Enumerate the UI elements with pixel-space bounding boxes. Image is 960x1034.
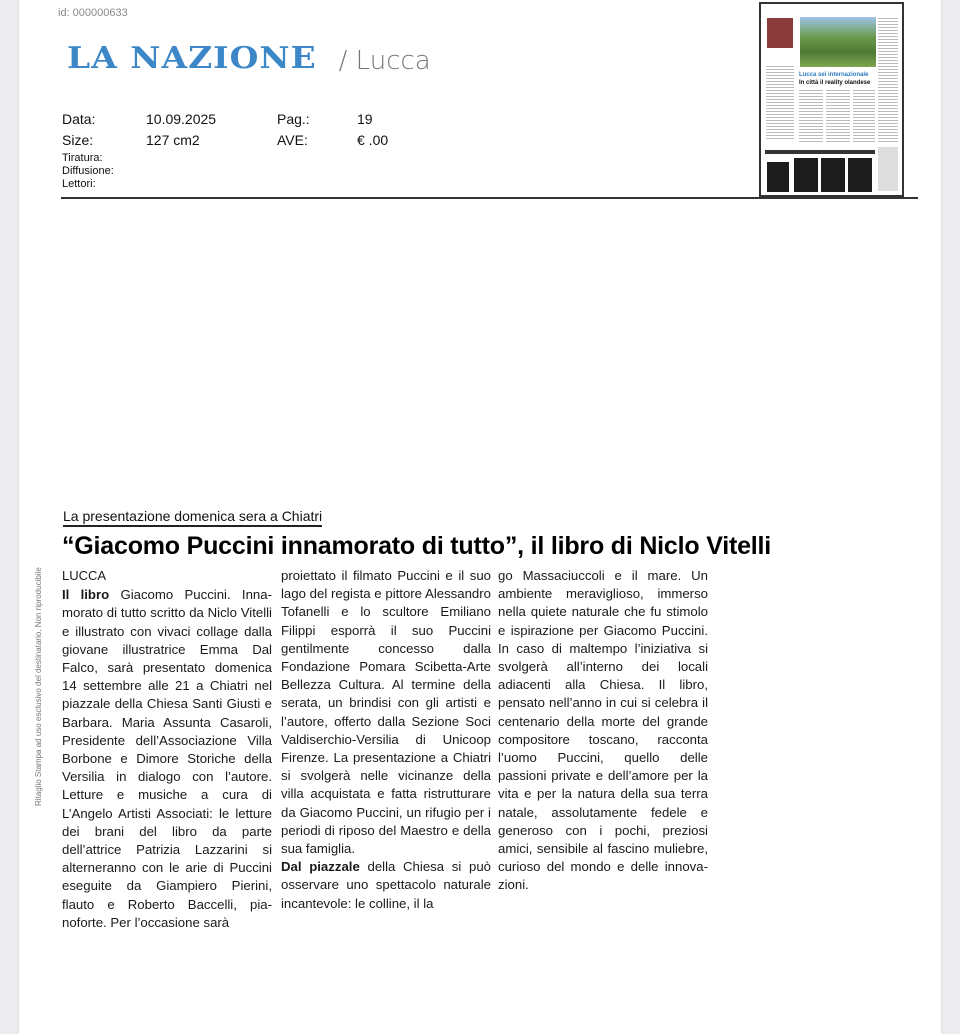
- thumbnail-article-band: [765, 150, 875, 154]
- column-2-text-after: della Chiesa si può osservare uno spettacolo naturale incantevole: le colline, il la: [281, 859, 491, 911]
- page-value: 19: [357, 110, 373, 127]
- column-2-text: proiettato il filmato Puccini e il suo lago del regista e pittore Alessandro Tofanelli e lo scultore Emiliano Filippi esporrà il suo Puccini gentilmente concesso dalla Fondazione Pomara Scibetta-Arte Bellezza Cultura. Al termine della serata, un brindisi con gli artisti e l’autore, offerto dalla Sezione Soci Valdiserchio-Versilia di Unicoop Firenze. La presentazione a Chiatri si svolgerà nelle vicinanze della villa acquistata e fatta ristrutturare da Giacomo Puccini, un rifugio per i periodi di riposo del Maestro e della sua famiglia.: [281, 568, 491, 857]
- lead-bold: Il libro: [62, 587, 110, 603]
- diffusione-label: Diffusione:: [62, 165, 114, 177]
- thumbnail-dark-column: [794, 158, 818, 192]
- thumbnail-text-column: [766, 66, 794, 141]
- thumbnail-text-column: [799, 90, 823, 142]
- page-label: Pag.:: [277, 110, 310, 127]
- header-divider: [61, 197, 918, 199]
- thumbnail-text-column: [853, 90, 875, 142]
- article-column-1: [62, 567, 272, 932]
- thumbnail-small-photo: [767, 18, 793, 48]
- thumbnail-text-column: [826, 90, 850, 142]
- ave-value: € .00: [357, 131, 389, 148]
- thumbnail-text-column: [878, 18, 898, 143]
- date-value: 10.09.2025: [146, 110, 217, 127]
- article-column-2: [281, 567, 491, 913]
- article-column-3: [498, 567, 708, 895]
- edition-label: / Lucca: [338, 46, 431, 76]
- subhead-bold: Dal piazzale: [281, 859, 360, 875]
- ave-label: AVE:: [277, 131, 308, 148]
- article-dateline: LUCCA: [62, 568, 107, 583]
- article-headline: “Giacomo Puccini innamorato di tutto”, il libro di Niclo Vitelli: [62, 532, 772, 560]
- page-thumbnail[interactable]: [759, 2, 904, 197]
- thumbnail-dark-column: [821, 158, 845, 192]
- thumbnail-dark-column: [767, 162, 789, 192]
- copyright-note: Ritaglio Stampa ad uso esclusivo del destinatario, Non riproducibile: [34, 567, 43, 806]
- tiratura-label: Tiratura:: [62, 152, 103, 164]
- document-id: id: 000000633: [58, 7, 128, 19]
- thumbnail-headline: Lucca sei internazionale: [799, 72, 869, 78]
- clipping-metadata: [62, 108, 388, 191]
- thumbnail-sidebar: [878, 147, 898, 191]
- thumbnail-main-photo: [800, 17, 876, 67]
- column-1-text: Giacomo Puccini. Innamorato di tutto scritto da Niclo Vitelli e illustrato con vivaci collage dalla giovane illustratrice Emma Dal Falco, sarà presentato domenica 14 settembre alle 21 a Chiatri nel piazzale della Chiesa Santi Giusti e Barbara. Maria Assunta Casaroli, Presidente dell’Associazione Villa Borbone e Dimore Storiche della Versilia in dialogo con l’autore. Letture e musiche a cura di L’Angelo Artisti Associati: le letture dei brani del libro da parte dell’attrice Patrizia Lazzarini si alterneranno con le arie di Puccini eseguite da Giampiero Pierini, flauto e Roberto Baccelli, pianoforte. Per l’occasione sarà: [62, 587, 272, 930]
- article-kicker: La presentazione domenica sera a Chiatri: [63, 508, 322, 527]
- newspaper-logo: LA NAZIONE: [67, 39, 317, 76]
- size-label: Size:: [62, 131, 94, 148]
- thumbnail-subheadline: In città il reality olandese: [799, 80, 871, 86]
- column-3-text: go Massaciuccoli e il mare. Un ambiente meraviglioso, immerso nella quiete naturale che fu stimolo e ispirazione per Giacomo Puccini. In caso di maltempo l’iniziativa si svolgerà all’interno dei locali adiacenti alla Chiesa. Il libro, pensato nell’anno in cui si celebra il centenario della morte del grande compositore toscano, racconta l’uomo Puccini, quello delle passioni private e dell’amore per la vita e per la natura della sua terra natale, assolutamente fedele e generoso con i pochi, preziosi amici, sensibile al fascino muliebre, curioso del mondo e delle innovazioni.: [498, 568, 708, 893]
- size-value: 127 cm2: [146, 131, 200, 148]
- lettori-label: Lettori:: [62, 178, 96, 190]
- masthead: [67, 38, 431, 77]
- thumbnail-dark-column: [848, 158, 872, 192]
- date-label: Data:: [62, 110, 96, 127]
